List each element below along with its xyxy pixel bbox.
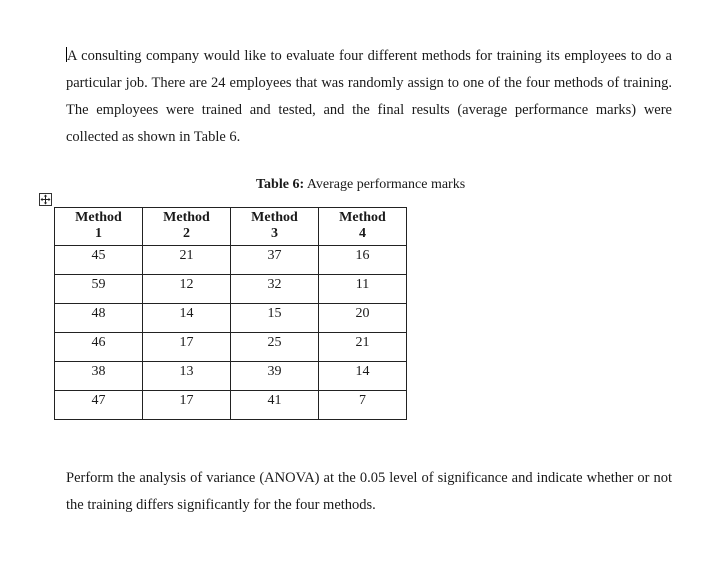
table-row bbox=[55, 246, 407, 275]
table-cell: 46 bbox=[55, 333, 143, 362]
table-cell: 7 bbox=[319, 391, 407, 420]
table-cell: 45 bbox=[55, 246, 143, 275]
header-method-2: Method 2 bbox=[143, 208, 231, 246]
intro-paragraph-text: A consulting company would like to evaluate four different methods for training its employees to do a particular job. There are 24 employees that was randomly assign to one of the four methods of training. The employees were trained and tested, and the final results (average performance marks) were collected as shown in Table 6. bbox=[66, 48, 672, 145]
table-cell: 38 bbox=[55, 362, 143, 391]
table-cell: 17 bbox=[143, 333, 231, 362]
header-method-4: Method 4 bbox=[319, 208, 407, 246]
table-caption bbox=[256, 176, 465, 194]
table-cell: 13 bbox=[143, 362, 231, 391]
table-cell: 41 bbox=[231, 391, 319, 420]
table-cell: 47 bbox=[55, 391, 143, 420]
table-move-handle-icon[interactable] bbox=[39, 193, 52, 206]
header-method-3: Method 3 bbox=[231, 208, 319, 246]
intro-paragraph bbox=[66, 43, 672, 151]
table-row bbox=[55, 304, 407, 333]
table-caption-text: Average performance marks bbox=[304, 177, 466, 192]
table-row bbox=[55, 362, 407, 391]
table-cell: 21 bbox=[319, 333, 407, 362]
table-cell: 25 bbox=[231, 333, 319, 362]
table-row bbox=[55, 391, 407, 420]
table-cell: 20 bbox=[319, 304, 407, 333]
header-method-1: Method 1 bbox=[55, 208, 143, 246]
table-cell: 11 bbox=[319, 275, 407, 304]
table-cell: 15 bbox=[231, 304, 319, 333]
table-cell: 14 bbox=[319, 362, 407, 391]
table-cell: 14 bbox=[143, 304, 231, 333]
table-cell: 48 bbox=[55, 304, 143, 333]
table-cell: 39 bbox=[231, 362, 319, 391]
table-row bbox=[55, 275, 407, 304]
table-row bbox=[55, 333, 407, 362]
table-header-row bbox=[55, 208, 407, 246]
table-cell: 12 bbox=[143, 275, 231, 304]
performance-table bbox=[54, 207, 407, 420]
table-cell: 16 bbox=[319, 246, 407, 275]
table-cell: 21 bbox=[143, 246, 231, 275]
table-cell: 59 bbox=[55, 275, 143, 304]
table-cell: 32 bbox=[231, 275, 319, 304]
table-caption-label: Table 6: bbox=[256, 177, 305, 192]
task-paragraph: Perform the analysis of variance (ANOVA) at the 0.05 level of significance and indicate whether or not the training differs significantly for the four methods. bbox=[66, 470, 672, 513]
table-cell: 37 bbox=[231, 246, 319, 275]
table-cell: 17 bbox=[143, 391, 231, 420]
